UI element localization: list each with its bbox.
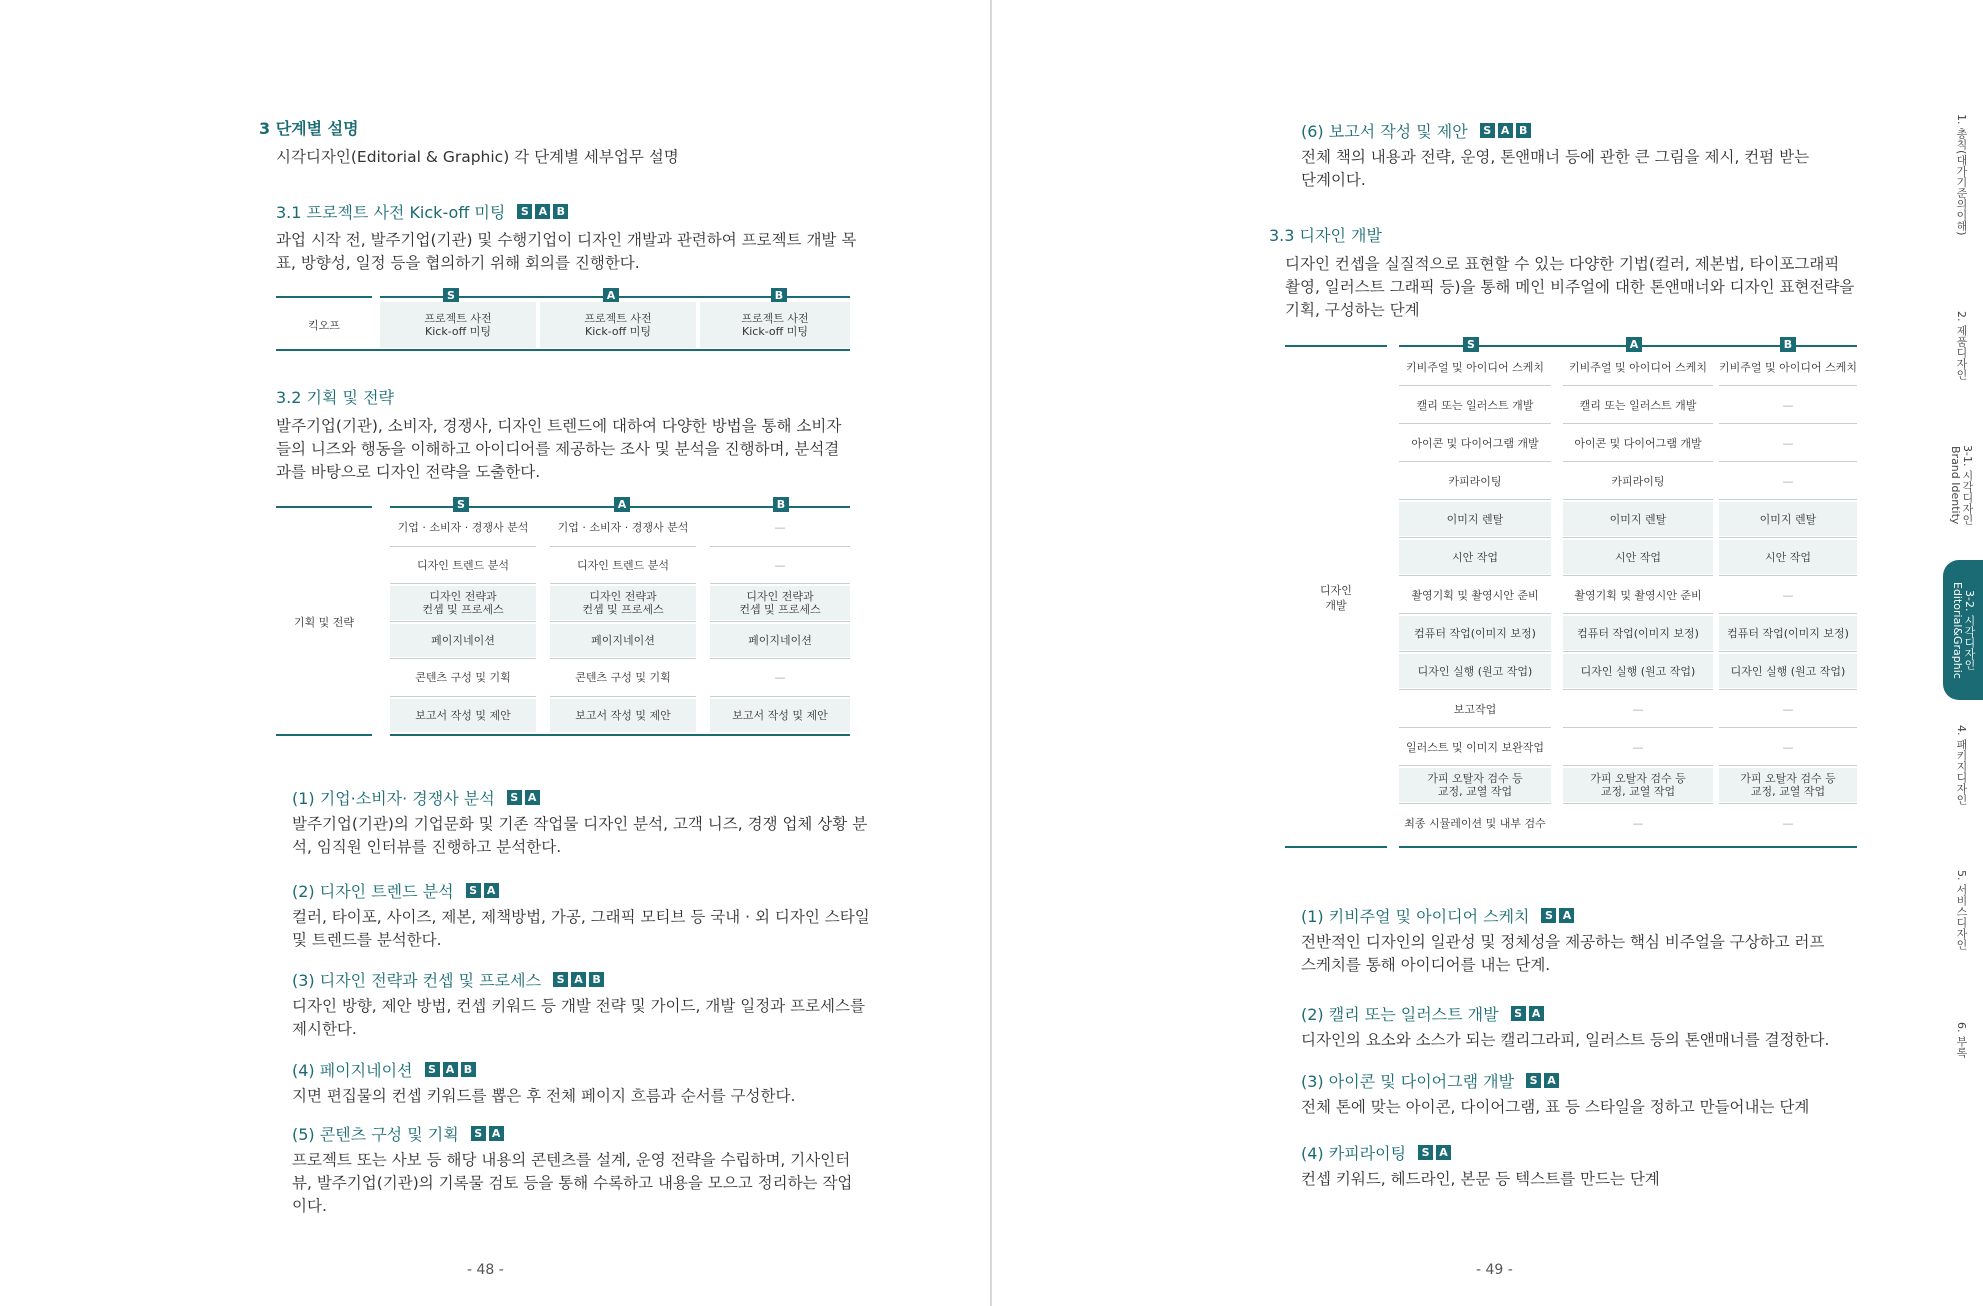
- subsection-3-3-body-line1: 디자인 컨셉을 실질적으로 표현할 수 있는 다양한 기법(컬러, 제본법, 타이포그래픽: [1285, 255, 1840, 273]
- side-tab-3[interactable]: 3-1. 시각디자인 Brand Identity: [1949, 445, 1974, 525]
- grade-badges: [1511, 1006, 1545, 1021]
- table-cell: 촬영기획 및 촬영시안 준비: [1574, 588, 1702, 602]
- cell-divider: [550, 583, 696, 584]
- table-cell: 아이콘 및 다이어그램 개발: [1411, 436, 1539, 450]
- table-cell: —: [1782, 398, 1794, 412]
- cell-divider: [710, 621, 850, 622]
- badge-b: B: [1516, 123, 1531, 138]
- table-cell: 프로젝트 사전 Kick-off 미팅: [380, 302, 536, 348]
- badge-s: S: [507, 790, 522, 805]
- item-body-line: 전반적인 디자인의 일관성 및 정체성을 제공하는 핵심 비주얼을 구상하고 러프: [1301, 933, 1825, 951]
- item-title: [1301, 904, 1575, 927]
- cell-divider: [550, 546, 696, 547]
- table-cell: 이미지 렌탈: [1399, 502, 1551, 536]
- table-cell: 캘리 또는 일러스트 개발: [1579, 398, 1697, 412]
- table-cell: 이미지 렌탈: [1563, 502, 1713, 536]
- table-cell: 시안 작업: [1563, 540, 1713, 574]
- item-title: [292, 968, 605, 991]
- table-cell: 디자인 실행 (원고 작업): [1563, 654, 1713, 688]
- badge-b: B: [461, 1062, 476, 1077]
- cell-divider: [390, 621, 536, 622]
- cell-divider: [1563, 803, 1713, 804]
- subsection-3-2-body-line2: 들의 니즈와 행동을 이해하고 아이디어를 제공하는 조사 및 분석을 진행하며, 분석결: [276, 440, 840, 458]
- grade-badges: [466, 883, 500, 898]
- row-label: 킥오프: [308, 318, 340, 332]
- cell-divider: [710, 696, 850, 697]
- grade-badges: [553, 972, 605, 987]
- side-tab-5[interactable]: 4. 패키지디자인: [1955, 725, 1968, 805]
- cell-divider: [1719, 689, 1857, 690]
- side-tab-4[interactable]: 3-2. 시각디자인 Editorial&Graphic: [1943, 560, 1983, 700]
- table-cell: 컴퓨터 작업(이미지 보정): [1563, 616, 1713, 650]
- cell-divider: [1719, 613, 1857, 614]
- table-cell: 보고작업: [1453, 702, 1497, 716]
- cell-divider: [1719, 765, 1857, 766]
- table-cell: 페이지네이션: [550, 624, 696, 658]
- item-body-line: 및 트렌드를 분석한다.: [292, 931, 442, 949]
- cell-divider: [1399, 651, 1551, 652]
- badge-b: B: [553, 204, 568, 219]
- side-tab-6[interactable]: 5. 서비스디자인: [1955, 870, 1968, 950]
- subsection-3-1-label: 3.1 프로젝트 사전 Kick-off 미팅: [276, 203, 506, 222]
- badge-a: A: [489, 1126, 504, 1141]
- cell-divider: [550, 621, 696, 622]
- column-header-b: B: [773, 497, 789, 512]
- item-body-line: 컨셉 키워드, 헤드라인, 본문 등 텍스트를 만드는 단계: [1301, 1170, 1660, 1188]
- table-cell: 보고서 작성 및 제안: [550, 699, 696, 733]
- column-header-b: B: [771, 288, 787, 303]
- table-cell: 보고서 작성 및 제안: [390, 699, 536, 733]
- cell-divider: [1719, 461, 1857, 462]
- left-page: [0, 0, 990, 1306]
- table-cell: —: [1782, 436, 1794, 450]
- badge-a: A: [1544, 1073, 1559, 1088]
- badge-s: S: [1418, 1145, 1433, 1160]
- badge-s: S: [1511, 1006, 1526, 1021]
- right-page: [993, 0, 1983, 1306]
- table-cell: 캘리 또는 일러스트 개발: [1416, 398, 1534, 412]
- cell-divider: [1399, 727, 1551, 728]
- item-body-line: 이다.: [292, 1197, 327, 1215]
- badge-s: S: [1480, 123, 1495, 138]
- badge-a: A: [443, 1062, 458, 1077]
- table-cell: —: [1632, 702, 1644, 716]
- cell-divider: [1563, 689, 1713, 690]
- table-cell: 최종 시뮬레이션 및 내부 검수: [1404, 816, 1546, 830]
- row-label: 기획 및 전략: [293, 615, 355, 629]
- table-cell: 디자인 트렌드 분석: [576, 558, 669, 572]
- badge-s: S: [471, 1126, 486, 1141]
- section-description: 시각디자인(Editorial & Graphic) 각 단계별 세부업무 설명: [276, 148, 679, 166]
- cell-divider: [1399, 613, 1551, 614]
- table-cell: —: [1782, 816, 1794, 830]
- badge-s: S: [1541, 908, 1556, 923]
- item-label: (3) 아이콘 및 다이어그램 개발: [1301, 1072, 1515, 1091]
- subsection-3-1-body-line2: 표, 방향성, 일정 등을 협의하기 위해 회의를 진행한다.: [276, 254, 640, 272]
- table-cell: 이미지 렌탈: [1719, 502, 1857, 536]
- cell-divider: [1563, 385, 1713, 386]
- subsection-3-2-title: 3.2 기획 및 전략: [276, 388, 394, 407]
- subsection-3-3-title: 3.3 디자인 개발: [1269, 226, 1382, 245]
- item-6-body-line2: 단계이다.: [1301, 171, 1366, 189]
- item-body-line: 지면 편집물의 컨셉 키워드를 뽑은 후 전체 페이지 흐름과 순서를 구성한다.: [292, 1087, 796, 1105]
- table-cell: 키비주얼 및 아이디어 스케치: [1719, 360, 1858, 374]
- cell-divider: [1719, 423, 1857, 424]
- cell-divider: [1399, 575, 1551, 576]
- table-cell: 컴퓨터 작업(이미지 보정): [1719, 616, 1857, 650]
- item-body-line: 프로젝트 또는 사보 등 해당 내용의 콘텐츠를 설계, 운영 전략을 수립하며, 기사인터: [292, 1151, 851, 1169]
- badge-s: S: [425, 1062, 440, 1077]
- table-cell: 가피 오탈자 검수 등 교정, 교열 작업: [1563, 768, 1713, 802]
- cell-divider: [710, 658, 850, 659]
- cell-divider: [1719, 727, 1857, 728]
- item-label: (2) 디자인 트렌드 분석: [292, 882, 454, 901]
- item-title: [1301, 1069, 1560, 1092]
- table-cell: 가피 오탈자 검수 등 교정, 교열 작업: [1719, 768, 1857, 802]
- side-tab-1[interactable]: 1. 총칙(대가기준의이해): [1955, 114, 1968, 236]
- table-cell: —: [1782, 702, 1794, 716]
- cell-divider: [1399, 499, 1551, 500]
- badge-b: B: [589, 972, 604, 987]
- badge-a: A: [535, 204, 550, 219]
- table-cell: —: [1782, 588, 1794, 602]
- cell-divider: [1719, 537, 1857, 538]
- cell-divider: [390, 583, 536, 584]
- table-cell: 카피라이팅: [1611, 474, 1665, 488]
- item-label: (1) 키비주얼 및 아이디어 스케치: [1301, 907, 1530, 926]
- table-cell: 디자인 실행 (원고 작업): [1399, 654, 1551, 688]
- table-cell: 보고서 작성 및 제안: [710, 699, 850, 733]
- grade-badges: [507, 790, 541, 805]
- cell-divider: [710, 583, 850, 584]
- subsection-3-1-body-line1: 과업 시작 전, 발주기업(기관) 및 수행기업이 디자인 개발과 관련하여 프로젝트 개발 목: [276, 231, 857, 249]
- cell-divider: [1719, 651, 1857, 652]
- cell-divider: [1563, 423, 1713, 424]
- cell-divider: [1563, 537, 1713, 538]
- item-label: (4) 카피라이팅: [1301, 1144, 1407, 1163]
- table-cell: —: [1632, 816, 1644, 830]
- subsection-3-1-title: [276, 200, 569, 223]
- table-cell: 프로젝트 사전 Kick-off 미팅: [700, 302, 850, 348]
- grade-badges: [517, 204, 569, 219]
- item-label: (3) 디자인 전략과 컨셉 및 프로세스: [292, 971, 542, 990]
- cell-divider: [1563, 575, 1713, 576]
- badge-s: S: [466, 883, 481, 898]
- item-body-line: 스케치를 통해 아이디어를 내는 단계.: [1301, 956, 1551, 974]
- table-cell: 디자인 전략과 컨셉 및 프로세스: [550, 586, 696, 620]
- item-title: [1301, 1141, 1452, 1164]
- item-title: [292, 1122, 505, 1145]
- table-cell: 키비주얼 및 아이디어 스케치: [1405, 360, 1544, 374]
- item-body-line: 전체 톤에 맞는 아이콘, 다이어그램, 표 등 스타일을 정하고 만들어내는 단계: [1301, 1098, 1810, 1116]
- subsection-3-2-body-line1: 발주기업(기관), 소비자, 경쟁사, 디자인 트렌드에 대하여 다양한 방법을 통해 소비자: [276, 417, 842, 435]
- item-body-line: 발주기업(기관)의 기업문화 및 기존 작업물 디자인 분석, 고객 니즈, 경쟁 업체 상황 분: [292, 815, 868, 833]
- table-cell: 가피 오탈자 검수 등 교정, 교열 작업: [1399, 768, 1551, 802]
- column-header-s: S: [1463, 337, 1479, 352]
- table-cell: 기업 · 소비자 · 경쟁사 분석: [397, 521, 529, 535]
- table-cell: 시안 작업: [1719, 540, 1857, 574]
- table-cell: —: [774, 521, 786, 535]
- cell-divider: [390, 546, 536, 547]
- table-cell: 페이지네이션: [390, 624, 536, 658]
- subsection-3-3-body-line2: 촬영, 일러스트 그래픽 등)을 통해 메인 비주얼에 대한 톤앤매너와 디자인 표현전략을: [1285, 278, 1855, 296]
- cell-divider: [390, 696, 536, 697]
- badge-a: A: [1436, 1145, 1451, 1160]
- table-cell: 디자인 트렌드 분석: [416, 558, 509, 572]
- item-title: [292, 879, 500, 902]
- table-cell: 일러스트 및 이미지 보완작업: [1405, 740, 1544, 754]
- subsection-3-3-body-line3: 기획, 구성하는 단계: [1285, 301, 1420, 319]
- table-cell: 컴퓨터 작업(이미지 보정): [1399, 616, 1551, 650]
- cell-divider: [1719, 575, 1857, 576]
- badge-s: S: [1526, 1073, 1541, 1088]
- item-body-line: 제시한다.: [292, 1020, 357, 1038]
- table-cell: 카피라이팅: [1448, 474, 1502, 488]
- cell-divider: [1563, 499, 1713, 500]
- badge-s: S: [553, 972, 568, 987]
- cell-divider: [1399, 689, 1551, 690]
- cell-divider: [1399, 423, 1551, 424]
- badge-a: A: [1529, 1006, 1544, 1021]
- cell-divider: [1719, 499, 1857, 500]
- cell-divider: [390, 658, 536, 659]
- badge-a: A: [1498, 123, 1513, 138]
- cell-divider: [1563, 727, 1713, 728]
- item-title: [1301, 1002, 1545, 1025]
- table-cell: 콘텐츠 구성 및 기획: [415, 671, 511, 685]
- table-cell: 촬영기획 및 촬영시안 준비: [1411, 588, 1539, 602]
- column-header-b: B: [1780, 337, 1796, 352]
- grade-badges: [471, 1126, 505, 1141]
- grade-badges: [425, 1062, 477, 1077]
- cell-divider: [1563, 613, 1713, 614]
- column-header-s: S: [453, 497, 469, 512]
- item-body-line: 컬러, 타이포, 사이즈, 제본, 제책방법, 가공, 그래픽 모티브 등 국내 · 외 디자인 스타일: [292, 908, 870, 926]
- table-cell: 시안 작업: [1399, 540, 1551, 574]
- table-cell: —: [1782, 474, 1794, 488]
- grade-badges: [1418, 1145, 1452, 1160]
- item-label: (2) 캘리 또는 일러스트 개발: [1301, 1005, 1499, 1024]
- badge-a: A: [525, 790, 540, 805]
- table-cell: —: [1632, 740, 1644, 754]
- table-cell: —: [1782, 740, 1794, 754]
- item-body-line: 뷰, 발주기업(기관)의 기록물 검토 등을 통해 수록하고 내용을 모으고 정리하는 작업: [292, 1174, 853, 1192]
- cell-divider: [710, 546, 850, 547]
- page-number: - 49 -: [1476, 1262, 1513, 1278]
- item-body-line: 디자인 방향, 제안 방법, 컨셉 키워드 등 개발 전략 및 가이드, 개발 일정과 프로세스를: [292, 997, 865, 1015]
- cell-divider: [1563, 461, 1713, 462]
- item-label: (4) 페이지네이션: [292, 1061, 413, 1080]
- grade-badges: [1480, 123, 1532, 138]
- item-body-line: 디자인의 요소와 소스가 되는 캘리그라피, 일러스트 등의 톤앤매너를 결정한다.: [1301, 1031, 1830, 1049]
- item-title: [292, 1058, 477, 1081]
- cell-divider: [1719, 803, 1857, 804]
- item-label: (1) 기업·소비자· 경쟁사 분석: [292, 789, 495, 808]
- badge-a: A: [571, 972, 586, 987]
- table-cell: —: [774, 671, 786, 685]
- cell-divider: [1563, 765, 1713, 766]
- section-title: 3 단계별 설명: [259, 119, 359, 138]
- page-number: - 48 -: [467, 1262, 504, 1278]
- item-title: [292, 786, 541, 809]
- cell-divider: [1399, 385, 1551, 386]
- table-cell: 디자인 전략과 컨셉 및 프로세스: [390, 586, 536, 620]
- table-cell: 페이지네이션: [710, 624, 850, 658]
- table-cell: 프로젝트 사전 Kick-off 미팅: [540, 302, 696, 348]
- item-6-body-line1: 전체 책의 내용과 전략, 운영, 톤앤매너 등에 관한 큰 그림을 제시, 컨펌 받는: [1301, 148, 1810, 166]
- cell-divider: [550, 696, 696, 697]
- table-cell: 아이콘 및 다이어그램 개발: [1574, 436, 1702, 450]
- column-header-a: A: [1626, 337, 1642, 352]
- table-cell: 기업 · 소비자 · 경쟁사 분석: [557, 521, 689, 535]
- item-label: (5) 콘텐츠 구성 및 기획: [292, 1125, 459, 1144]
- table-cell: —: [774, 558, 786, 572]
- cell-divider: [1399, 803, 1551, 804]
- badge-a: A: [484, 883, 499, 898]
- grade-badges: [1541, 908, 1575, 923]
- badge-a: A: [1559, 908, 1574, 923]
- side-tab-2[interactable]: 2. 제품디자인: [1955, 310, 1968, 380]
- table-cell: 디자인 실행 (원고 작업): [1719, 654, 1857, 688]
- cell-divider: [550, 658, 696, 659]
- table-cell: 키비주얼 및 아이디어 스케치: [1568, 360, 1707, 374]
- item-6-label: (6) 보고서 작성 및 제안: [1301, 122, 1468, 141]
- item-6-title: [1301, 119, 1532, 142]
- cell-divider: [1399, 765, 1551, 766]
- row-label: 디자인 개발: [1320, 583, 1352, 612]
- column-header-s: S: [443, 288, 459, 303]
- cell-divider: [1399, 461, 1551, 462]
- item-body-line: 석, 임직원 인터뷰를 진행하고 분석한다.: [292, 838, 562, 856]
- cell-divider: [1399, 537, 1551, 538]
- column-header-a: A: [603, 288, 619, 303]
- subsection-3-2-body-line3: 과를 바탕으로 디자인 전략을 도출한다.: [276, 463, 541, 481]
- table-cell: 콘텐츠 구성 및 기획: [575, 671, 671, 685]
- column-header-a: A: [614, 497, 630, 512]
- cell-divider: [1719, 385, 1857, 386]
- side-tab-7[interactable]: 6. 부록: [1955, 1022, 1968, 1058]
- cell-divider: [1563, 651, 1713, 652]
- grade-badges: [1526, 1073, 1560, 1088]
- badge-s: S: [517, 204, 532, 219]
- table-cell: 디자인 전략과 컨셉 및 프로세스: [710, 586, 850, 620]
